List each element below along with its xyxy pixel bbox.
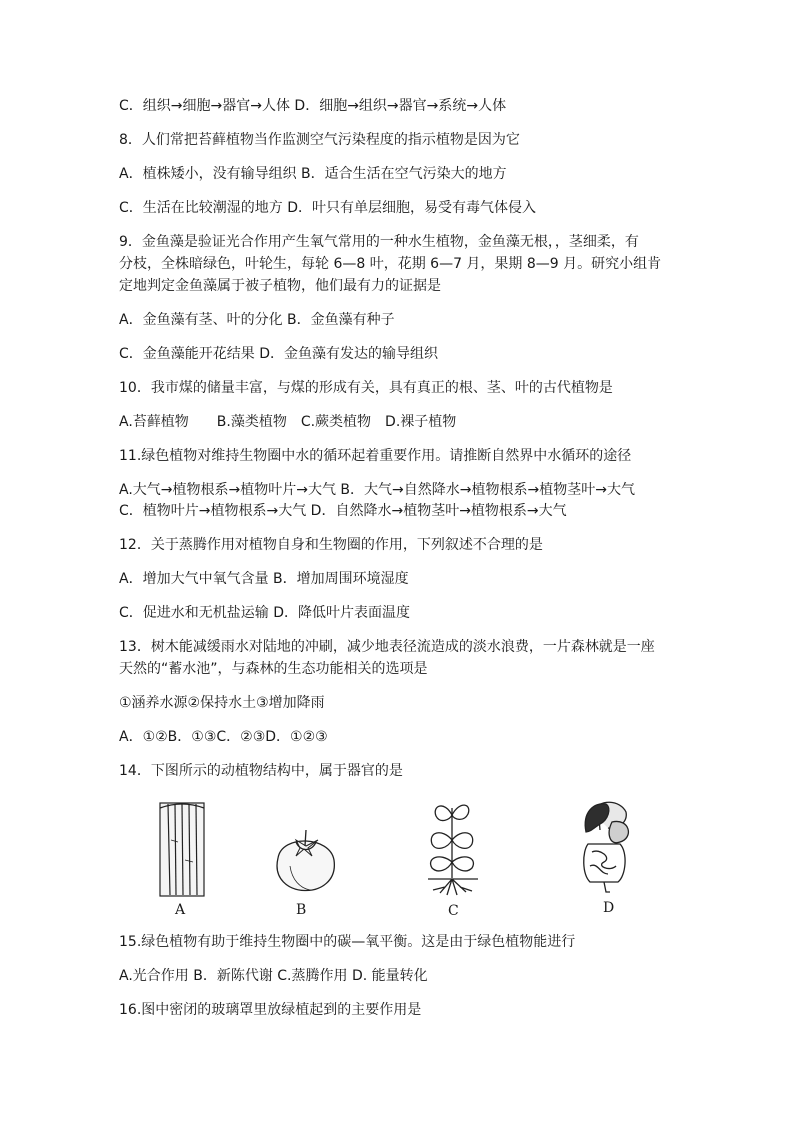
q16-stem: 16.图中密闭的玻璃罩里放绿植起到的主要作用是	[119, 1002, 422, 1018]
q13-stem-line1: 13．树木能减缓雨水对陆地的冲刷，减少地表径流造成的淡水浪费，一片森林就是一座	[119, 639, 655, 655]
q11-stem: 11.绿色植物对维持生物圈中水的循环起着重要作用。请推断自然界中水循环的途径	[119, 448, 632, 464]
q9-stem-line1: 9．金鱼藻是验证光合作用产生氧气常用的一种水生植物，金鱼藻无根，，茎细柔，有	[119, 234, 639, 250]
q15-stem: 15.绿色植物有助于维持生物圈中的碳—氧平衡。这是由于绿色植物能进行	[119, 934, 576, 950]
q12-options-ab: A．增加大气中氧气含量 B．增加周围环境湿度	[119, 571, 409, 587]
q9-stem-line3: 定地判定金鱼藻属于被子植物，他们最有力的证据是	[119, 278, 441, 294]
q8-stem: 8．人们常把苔藓植物当作监测空气污染程度的指示植物是因为它	[119, 132, 520, 148]
q11-options-cd: C．植物叶片→植物根系→大气 D．自然降水→植物茎叶→植物根系→大气	[119, 503, 567, 519]
q9-stem-line2: 分枝，全株暗绿色，叶轮生，每轮 6—8 叶，花期 6—7 月，果期 8—9 月。研究小组肯	[119, 256, 662, 272]
q13-stem-line2: 天然的“蓄水池”，与森林的生态功能相关的选项是	[119, 661, 428, 677]
tomato-fruit-icon	[277, 830, 334, 891]
q12-stem: 12．关于蒸腾作用对植物自身和生物圈的作用，下列叙述不合理的是	[119, 537, 543, 553]
figure-label-a: A	[175, 902, 186, 918]
digestive-system-icon	[584, 802, 629, 892]
figure-label-b: B	[296, 902, 307, 918]
q10-stem: 10．我市煤的储量丰富，与煤的形成有关，具有真正的根、茎、叶的古代植物是	[119, 380, 613, 396]
figure-label-c: C	[448, 903, 459, 919]
q8-options-ab: A．植株矮小，没有输导组织 B．适合生活在空气污染大的地方	[119, 166, 507, 182]
q10-options: A.苔藓植物 B.藻类植物 C.蕨类植物 D.裸子植物	[119, 414, 457, 430]
q13-options: A．①②B．①③C．②③D．①②③	[119, 729, 328, 745]
figure-label-d: D	[603, 900, 615, 916]
plant-stem-tissue-icon	[160, 803, 204, 896]
q14-stem: 14．下图所示的动植物结构中，属于器官的是	[119, 763, 403, 779]
q7-options-cd: C．组织→细胞→器官→人体 D．细胞→组织→器官→系统→人体	[119, 98, 507, 114]
q8-options-cd: C．生活在比较潮湿的地方 D．叶只有单层细胞，易受有毒气体侵入	[119, 200, 537, 216]
q12-options-cd: C．促进水和无机盐运输 D．降低叶片表面温度	[119, 605, 411, 621]
q11-options-ab: A.大气→植物根系→植物叶片→大气 B．大气→自然降水→植物根系→植物茎叶→大气	[119, 482, 635, 498]
q9-options-cd: C．金鱼藻能开花结果 D．金鱼藻有发达的输导组织	[119, 346, 439, 362]
q13-statements: ①涵养水源②保持水土③增加降雨	[119, 695, 325, 711]
seedling-plant-icon	[428, 805, 478, 895]
q15-options: A.光合作用 B．新陈代谢 C.蒸腾作用 D. 能量转化	[119, 968, 428, 984]
q9-options-ab: A．金鱼藻有茎、叶的分化 B．金鱼藻有种子	[119, 312, 395, 328]
